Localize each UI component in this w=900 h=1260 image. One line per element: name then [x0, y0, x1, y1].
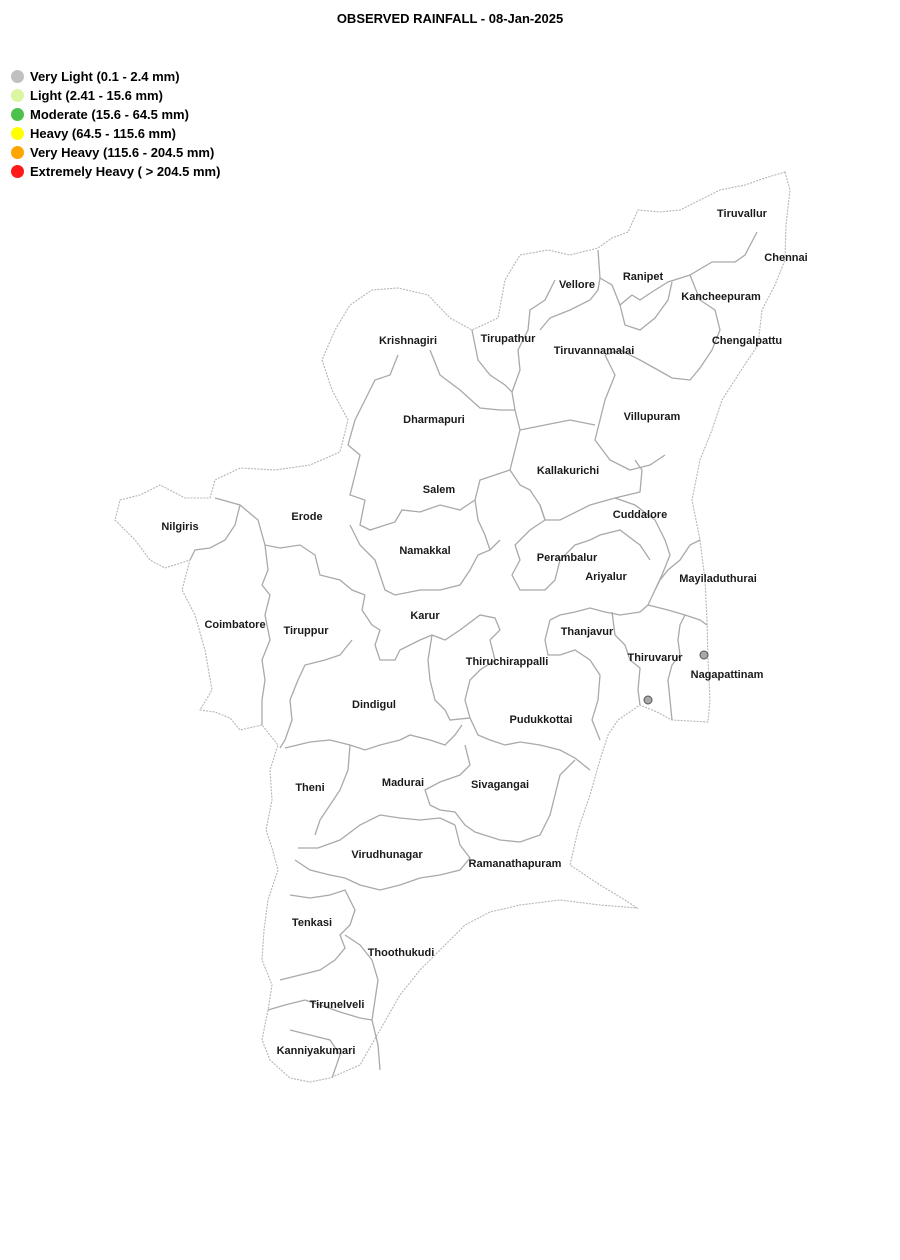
legend-label: Light (2.41 - 15.6 mm): [30, 88, 163, 103]
district-label-thoothukudi: Thoothukudi: [367, 947, 435, 959]
district-labels: [161, 208, 807, 1057]
legend-label: Very Light (0.1 - 2.4 mm): [30, 69, 180, 84]
district-label-thiruchirappalli: Thiruchirappalli: [465, 656, 549, 668]
district-label-tirunelveli: Tirunelveli: [309, 999, 365, 1011]
district-label-chennai: Chennai: [764, 252, 808, 264]
district-label-namakkal: Namakkal: [399, 545, 451, 557]
district-label-tiruvallur: Tiruvallur: [717, 208, 767, 220]
district-label-nilgiris: Nilgiris: [161, 521, 199, 533]
page-title: OBSERVED RAINFALL - 08-Jan-2025: [336, 11, 564, 26]
district-label-theni: Theni: [295, 782, 325, 794]
district-label-dharmapuri: Dharmapuri: [403, 414, 465, 426]
district-label-virudhunagar: Virudhunagar: [351, 849, 423, 861]
legend-label: Very Heavy (115.6 - 204.5 mm): [30, 145, 215, 160]
district-label-coimbatore: Coimbatore: [204, 619, 266, 631]
station-marker[interactable]: [644, 696, 652, 704]
district-label-karur: Karur: [410, 610, 440, 622]
district-label-dindigul: Dindigul: [352, 699, 396, 711]
district-label-thanjavur: Thanjavur: [560, 626, 614, 638]
district-label-tenkasi: Tenkasi: [291, 917, 333, 929]
district-label-mayiladuthurai: Mayiladuthurai: [679, 573, 757, 585]
district-label-kanniyakumari: Kanniyakumari: [276, 1045, 356, 1057]
legend-label: Moderate (15.6 - 64.5 mm): [30, 107, 189, 122]
district-label-vellore: Vellore: [558, 279, 596, 291]
district-label-krishnagiri: Krishnagiri: [378, 335, 438, 347]
legend-label: Extremely Heavy ( > 204.5 mm): [30, 164, 221, 179]
district-label-tiruppur: Tiruppur: [283, 625, 329, 637]
district-label-chengalpattu: Chengalpattu: [711, 335, 783, 347]
district-label-nagapattinam: Nagapattinam: [690, 669, 764, 681]
district-label-madurai: Madurai: [381, 777, 425, 789]
district-label-kancheepuram: Kancheepuram: [681, 291, 761, 303]
district-label-ranipet: Ranipet: [622, 271, 664, 283]
district-label-erode: Erode: [291, 511, 323, 523]
district-label-perambalur: Perambalur: [536, 552, 598, 564]
district-label-cuddalore: Cuddalore: [612, 509, 668, 521]
district-label-villupuram: Villupuram: [623, 411, 681, 423]
station-marker[interactable]: [700, 651, 708, 659]
district-label-ramanathapuram: Ramanathapuram: [468, 858, 562, 870]
district-label-tirupathur: Tirupathur: [480, 333, 536, 345]
legend-label: Heavy (64.5 - 115.6 mm): [30, 126, 176, 141]
district-label-pudukkottai: Pudukkottai: [509, 714, 573, 726]
district-label-ariyalur: Ariyalur: [585, 571, 627, 583]
district-label-sivagangai: Sivagangai: [470, 779, 530, 791]
district-label-salem: Salem: [422, 484, 456, 496]
district-label-tiruvannamalai: Tiruvannamalai: [553, 345, 635, 357]
district-label-kallakurichi: Kallakurichi: [536, 465, 600, 477]
district-label-thiruvarur: Thiruvarur: [627, 652, 683, 664]
